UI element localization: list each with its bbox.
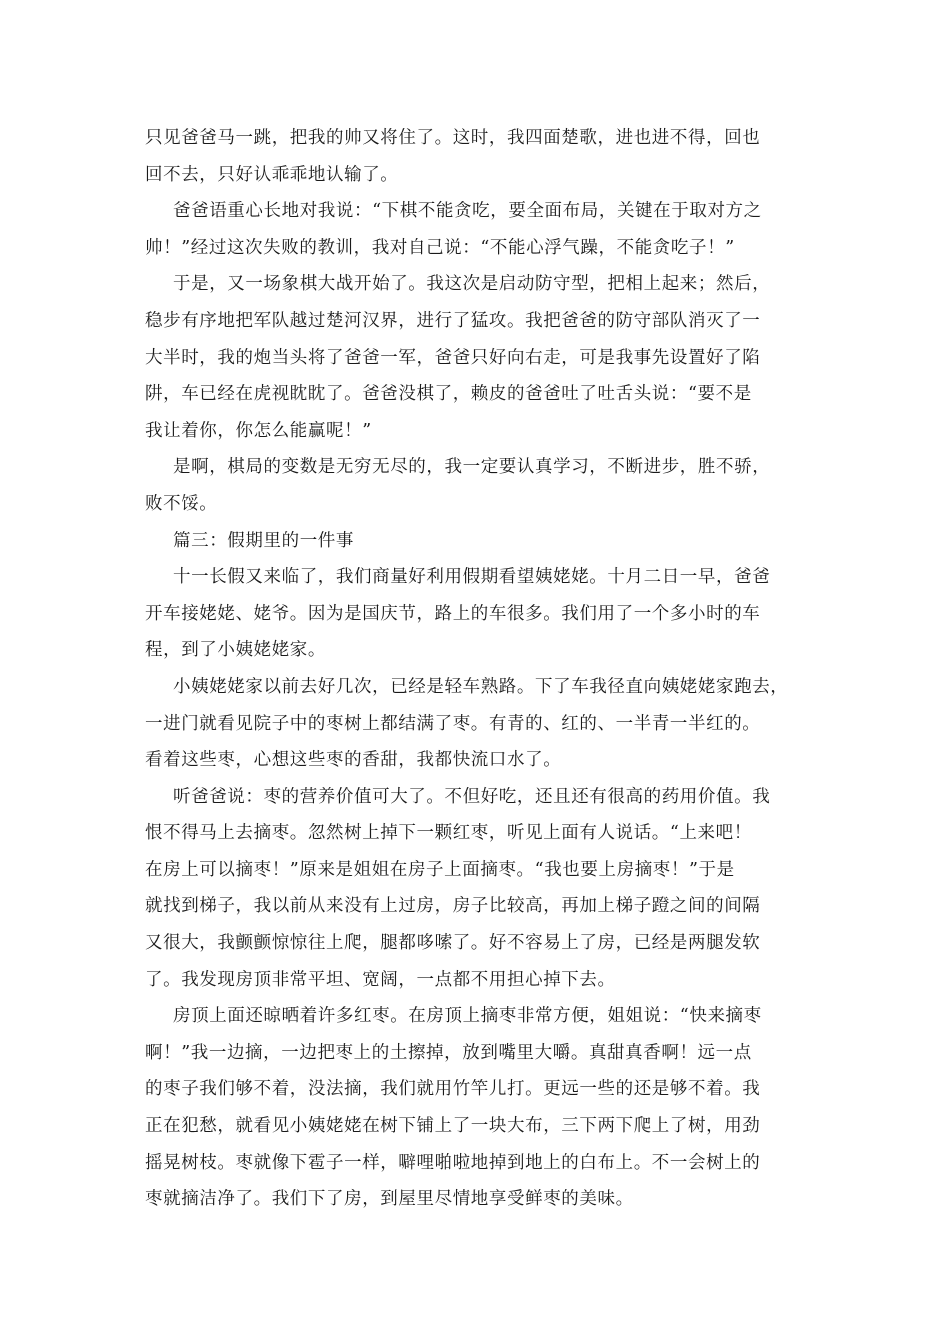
text-line: 十一长假又来临了，我们商量好利用假期看望姨姥姥。十月二日一早，爸爸 [173,567,771,588]
section-heading: 篇三：假期里的一件事 [173,530,354,551]
text-line: 又很大，我颤颤惊惊往上爬，腿都哆嗦了。好不容易上了房，已经是两腿发软 [145,933,761,954]
text-line: 就找到梯子，我以前从来没有上过房，房子比较高，再加上梯子蹬之间的间隔 [145,896,761,917]
text-line: 听爸爸说：枣的营养价值可大了。不但好吃，还且还有很高的药用价值。我 [173,786,771,807]
text-line: 在房上可以摘枣！”原来是姐姐在房子上面摘枣。“我也要上房摘枣！”于是 [145,859,735,880]
text-line: 房顶上面还晾晒着许多红枣。在房顶上摘枣非常方便，姐姐说：“快来摘枣 [173,1006,762,1027]
text-line: 帅！”经过这次失败的教训，我对自己说：“不能心浮气躁，不能贪吃子！” [145,237,735,258]
text-line: 我让着你，你怎么能赢呢！” [145,420,372,441]
text-line: 是啊，棋局的变数是无穷无尽的，我一定要认真学习，不断进步，胜不骄， [173,457,771,478]
text-line: 大半时，我的炮当头将了爸爸一军，爸爸只好向右走，可是我事先设置好了陷 [145,347,761,368]
text-line: 一进门就看见院子中的枣树上都结满了枣。有青的、红的、一半青一半红的。 [145,713,761,734]
text-line: 看着这些枣，心想这些枣的香甜，我都快流口水了。 [145,750,562,771]
text-line: 败不馁。 [145,493,218,514]
text-line: 正在犯愁，就看见小姨姥姥在树下铺上了一块大布，三下两下爬上了树，用劲 [145,1116,761,1137]
document-body [145,120,825,1218]
text-line: 稳步有序地把军队越过楚河汉界，进行了猛攻。我把爸爸的防守部队消灭了一 [145,310,761,331]
text-line: 阱，车已经在虎视眈眈了。爸爸没棋了，赖皮的爸爸吐了吐舌头说：“要不是 [145,384,752,405]
text-line: 于是，又一场象棋大战开始了。我这次是启动防守型，把相上起来；然后， [173,274,771,295]
text-line: 只见爸爸马一跳，把我的帅又将住了。这时，我四面楚歌，进也进不得，回也 [145,128,761,148]
text-line: 了。我发现房顶非常平坦、宽阔，一点都不用担心掉下去。 [145,969,616,990]
text-line: 恨不得马上去摘枣。忽然树上掉下一颗红枣，听见上面有人说话。“上来吧！ [145,823,752,844]
text-line: 小姨姥姥家以前去好几次，已经是轻车熟路。下了车我径直向姨姥姥家跑去， [173,676,789,697]
text-line: 爸爸语重心长地对我说：“下棋不能贪吃，要全面布局，关键在于取对方之 [173,201,762,222]
text-line: 程，到了小姨姥姥家。 [145,640,326,661]
text-line: 开车接姥姥、姥爷。因为是国庆节，路上的车很多。我们用了一个多小时的车 [145,603,761,624]
text-line: 摇晃树枝。枣就像下雹子一样，噼哩啪啦地掉到地上的白布上。不一会树上的 [145,1152,761,1173]
text-line: 回不去，只好认乖乖地认输了。 [145,164,399,185]
text-line: 啊！”我一边摘，一边把枣上的土擦掉，放到嘴里大嚼。真甜真香啊！远一点 [145,1042,752,1063]
text-line: 的枣子我们够不着，没法摘，我们就用竹竿儿打。更远一些的还是够不着。我 [145,1079,761,1100]
text-line: 枣就摘洁净了。我们下了房，到屋里尽情地享受鲜枣的美味。 [145,1189,634,1210]
